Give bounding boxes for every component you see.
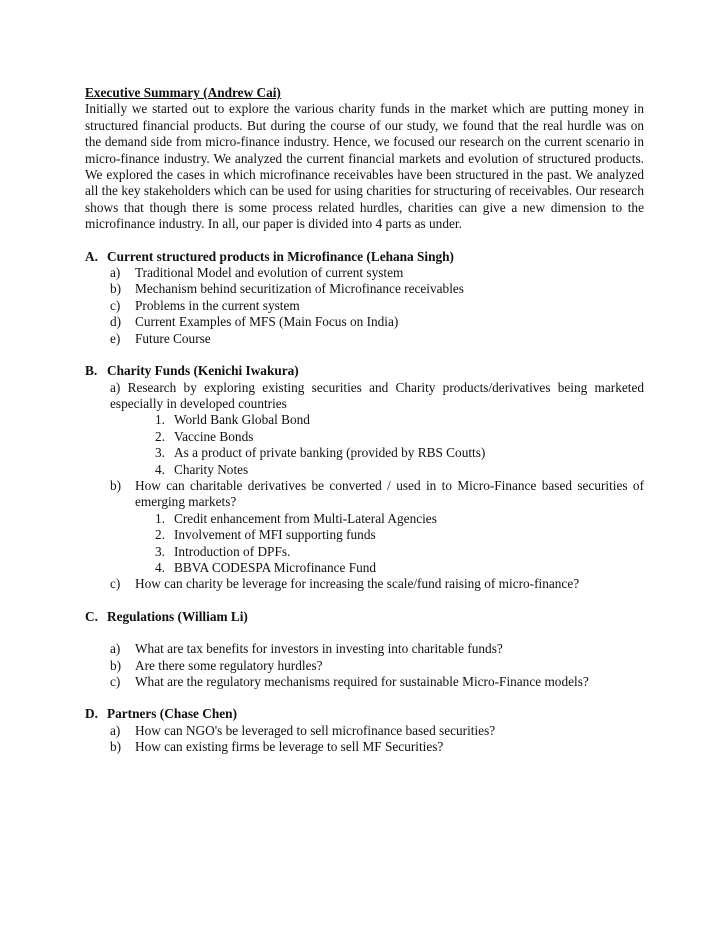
- item-marker: c): [110, 576, 121, 592]
- item-text: How can existing firms be leverage to sell MF Securities?: [135, 739, 444, 755]
- item-text: World Bank Global Bond: [174, 412, 310, 428]
- section-d-heading: [85, 706, 644, 722]
- item-marker: b): [110, 477, 122, 493]
- summary-heading: Executive Summary (Andrew Cai): [85, 85, 281, 100]
- item-text: Current Examples of MFS (Main Focus on India): [135, 314, 399, 330]
- item-text: BBVA CODESPA Microfinance Fund: [174, 559, 377, 575]
- list-item: [85, 674, 644, 690]
- list-item: [85, 281, 644, 297]
- item-text: Introduction of DPFs.: [174, 543, 291, 559]
- section-a-title: Current structured products in Microfinance (Lehana Singh): [107, 248, 454, 264]
- item-marker: a): [110, 722, 121, 738]
- item-text: What are tax benefits for investors in investing into charitable funds?: [135, 641, 503, 657]
- section-b-item-a: a) Research by exploring existing securities and Charity products/derivatives being marketed especially in developed countries: [110, 379, 644, 411]
- item-marker: 3.: [155, 543, 165, 559]
- list-item: [85, 331, 644, 347]
- item-marker: c): [110, 297, 121, 313]
- item-text: Mechanism behind securitization of Microfinance receivables: [135, 281, 464, 297]
- numbered-item: [85, 544, 644, 560]
- list-item: [85, 298, 644, 314]
- section-a-marker: A.: [85, 248, 98, 264]
- item-marker: 1.: [155, 412, 165, 428]
- numbered-item: [85, 445, 644, 461]
- item-marker: 4.: [155, 559, 165, 575]
- item-marker: b): [110, 281, 122, 297]
- section-b-item-c: [85, 576, 644, 592]
- item-marker: b): [110, 657, 122, 673]
- item-marker: 2.: [155, 527, 165, 543]
- list-item: [85, 739, 644, 755]
- numbered-item: [85, 511, 644, 527]
- item-marker: b): [110, 739, 122, 755]
- list-item: [85, 314, 644, 330]
- item-text: Traditional Model and evolution of current system: [135, 265, 404, 281]
- item-marker: 2.: [155, 428, 165, 444]
- item-marker: e): [110, 330, 121, 346]
- item-text: As a product of private banking (provided by RBS Coutts): [174, 445, 486, 461]
- item-text: How can charity be leverage for increasing the scale/fund raising of micro-finance?: [135, 576, 580, 592]
- spacer: [85, 625, 644, 641]
- section-b-heading: [85, 363, 644, 379]
- section-b-item-b: [85, 478, 644, 511]
- section-b-marker: B.: [85, 363, 98, 379]
- item-text: How can NGO's be leveraged to sell microfinance based securities?: [135, 722, 496, 738]
- numbered-item: [85, 429, 644, 445]
- item-text: What are the regulatory mechanisms required for sustainable Micro-Finance models?: [135, 674, 589, 689]
- item-text: Future Course: [135, 330, 211, 346]
- item-text: Involvement of MFI supporting funds: [174, 527, 376, 543]
- document-page: [85, 85, 644, 756]
- item-text: Charity Notes: [174, 461, 249, 477]
- list-item: [85, 723, 644, 739]
- section-d-marker: D.: [85, 706, 98, 722]
- item-text: Problems in the current system: [135, 297, 300, 313]
- item-text: Are there some regulatory hurdles?: [135, 657, 323, 673]
- item-marker: 1.: [155, 510, 165, 526]
- list-item: [85, 265, 644, 281]
- item-marker: a): [110, 265, 121, 281]
- numbered-item: [85, 412, 644, 428]
- item-text: Credit enhancement from Multi-Lateral Agencies: [174, 510, 437, 526]
- section-d-title: Partners (Chase Chen): [107, 706, 237, 722]
- item-marker: 3.: [155, 445, 165, 461]
- numbered-item: [85, 560, 644, 576]
- list-item: [85, 658, 644, 674]
- numbered-item: [85, 527, 644, 543]
- section-c-title: Regulations (William Li): [107, 608, 248, 624]
- summary-paragraph: Initially we started out to explore the various charity funds in the market which are putting money in structured financial products. But during the course of our study, we found that the real hurdle was on the demand side from micro-finance industry. Hence, we focused our research on the current scenario in micro-finance industry. We analyzed the current financial markets and evolution of structured products. We explored the cases in which microfinance receivables have been structured in the past. We analyzed all the key stakeholders which can be used for using charities for structuring of receivables. Our research shows that though there is some process related hurdles, charities can give a new dimension to the microfinance industry. In all, our paper is divided into 4 parts as under.: [85, 101, 644, 232]
- item-text: Vaccine Bonds: [174, 428, 254, 444]
- item-marker: c): [110, 674, 121, 689]
- list-item: [85, 641, 644, 657]
- numbered-item: [85, 462, 644, 478]
- section-c-marker: C.: [85, 608, 98, 624]
- item-marker: 4.: [155, 461, 165, 477]
- section-a-heading: [85, 249, 644, 265]
- section-b-title: Charity Funds (Kenichi Iwakura): [107, 363, 299, 379]
- item-text: How can charitable derivatives be converted / used in to Micro-Finance based securities of emerging markets?: [135, 477, 644, 510]
- item-marker: a): [110, 641, 121, 657]
- section-c-heading: [85, 609, 644, 625]
- item-marker: d): [110, 314, 122, 330]
